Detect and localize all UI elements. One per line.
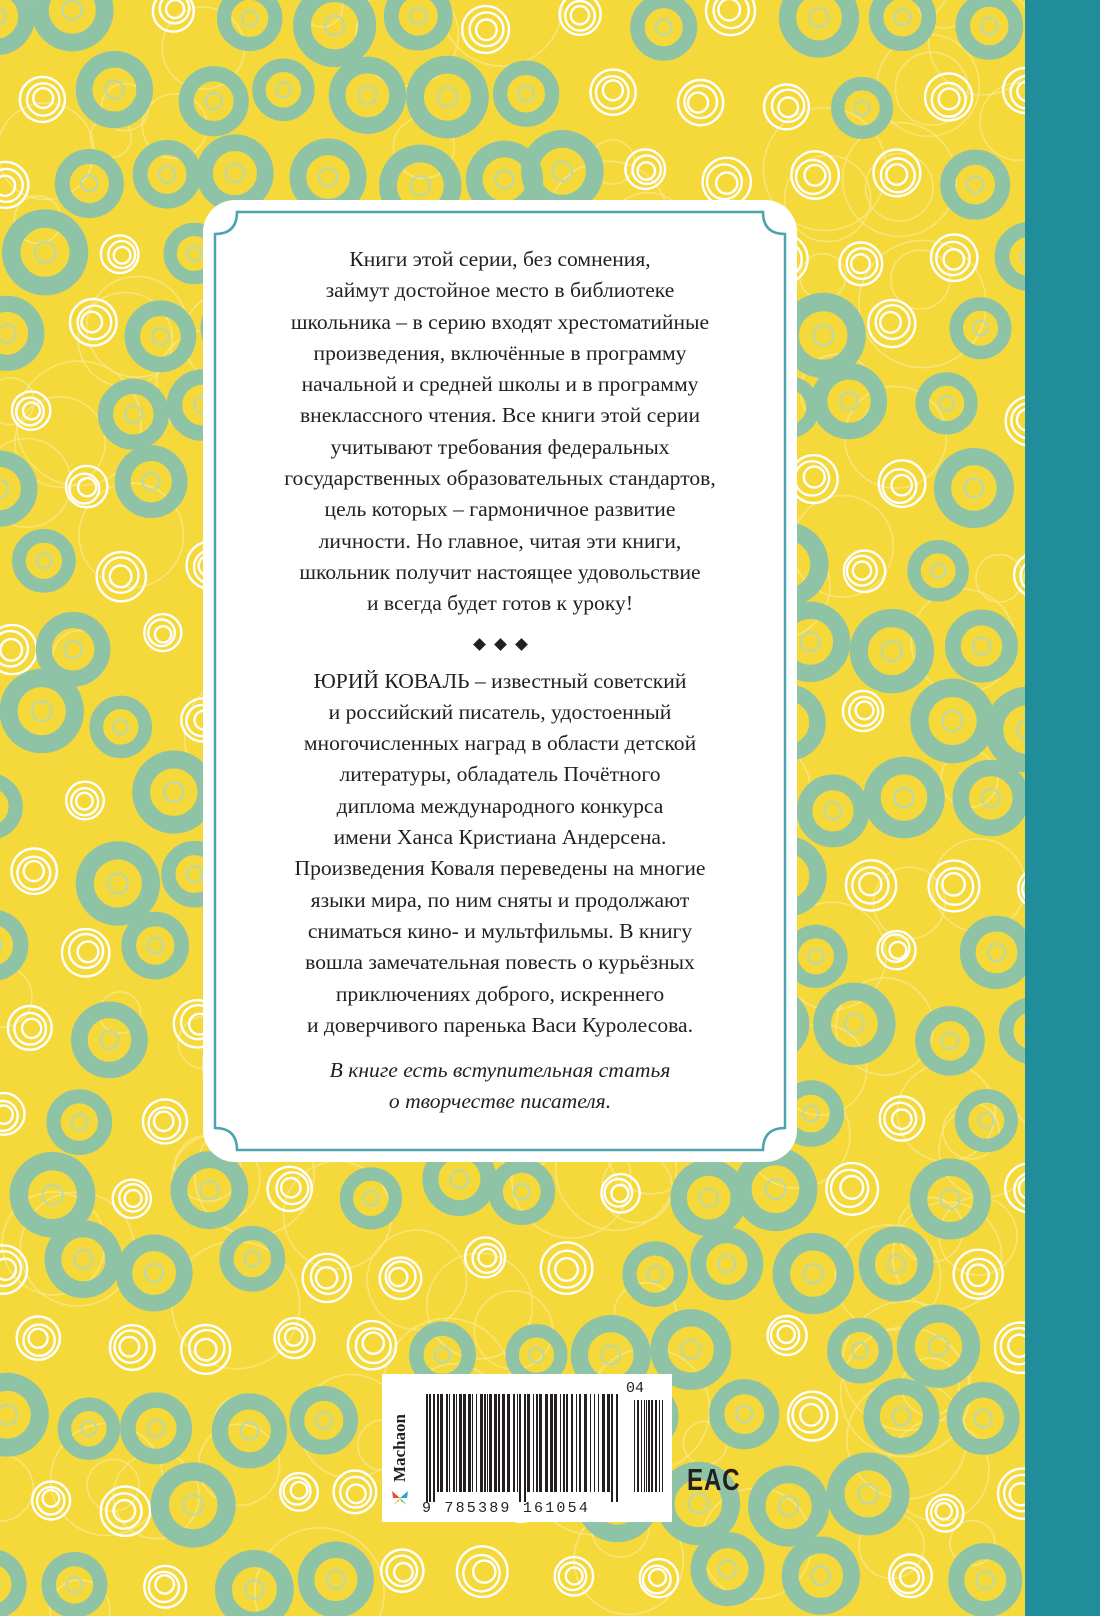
swirl-dot [205,143,266,204]
text-line: о творчестве писателя. [388,1089,612,1114]
swirl-dot [17,1317,60,1360]
text-line: Произведения Коваля переведены на многие [294,856,706,881]
swirl-dot [788,1392,837,1441]
swirl-dot [706,0,755,35]
swirl-dot [49,1559,101,1611]
swirl-dot [968,924,1026,982]
swirl-dot [8,1006,52,1050]
barcode-bar [494,1394,497,1492]
barcode-bar [433,1394,435,1502]
barcode-bar [484,1394,486,1492]
swirl-dot [224,0,275,44]
swirl-dot [141,760,206,825]
swirl-dot [430,1150,488,1208]
barcode-bar [576,1394,577,1492]
swirl-dot [943,457,1006,520]
text-line: диплома международного конкурса [336,793,664,818]
swirl-dot [44,620,103,679]
barcode-bar [545,1394,548,1492]
swirl-dot [129,919,182,972]
text-line: личности. Но главное, читая эти книги, [318,528,682,553]
barcode-bar [456,1394,457,1492]
swirl-dot [62,156,116,210]
swirl-dot [819,371,879,431]
swirl-dot [0,1245,27,1293]
publisher-mark [382,1374,418,1522]
barcode-bar [476,1394,477,1492]
barcode-bar [655,1400,657,1492]
barcode-bar [637,1400,639,1492]
text-line: произведения, включённые в программу [313,340,687,365]
barcode-bar [487,1394,488,1492]
barcode-bar [440,1394,443,1492]
swirl-dot [0,1093,25,1135]
swirl-dot [963,0,1016,53]
swirl-dot [19,536,69,586]
swirl-dot [66,782,104,820]
barcode-bar [463,1394,466,1492]
text-line: языки мира, по ним сняты и продолжают [310,887,690,912]
swirl-dot [220,1401,279,1460]
swirl-dot [0,917,21,973]
barcode-bar [634,1400,635,1492]
swirl-dot [0,0,27,47]
swirl-dot [66,466,107,507]
swirl-dot [302,0,367,58]
swirl-dot [124,1243,184,1303]
swirl-dot [297,1394,351,1448]
barcode-bar [598,1394,599,1492]
swirl-dot [678,80,723,125]
text-line: начальной и средней школы и в программу [301,372,699,397]
swirl-dot [757,1474,821,1538]
swirl-dot [500,68,552,120]
swirl-dot [867,1235,926,1294]
swirl-dot [929,861,980,912]
barcode-bar [536,1394,538,1492]
swirl-dot [836,1461,901,1526]
text-line: займут достойное место в библиотеке [325,278,675,303]
swirl-dot [956,1551,1014,1609]
swirl-dot [591,70,636,115]
swirl-dot [846,860,896,910]
swirl-dot [788,0,851,49]
swirl-dot [101,235,139,273]
swirl-dot [380,1258,422,1300]
swirl-dot [415,65,480,130]
swirl-dot [227,1233,279,1285]
swirl-dot [0,625,37,674]
text-line: государственных образовательных стандартов, [284,466,716,491]
swirl-dot [64,1404,113,1453]
swirl-dot [768,1316,807,1355]
text-line: и всегда будет готов к уроку! [366,591,634,616]
text-line: литературы, обладатель Почётного [339,762,661,787]
description-panel [207,204,793,1158]
barcode-bar [594,1394,595,1492]
series-description [245,244,755,620]
swirl-dot [0,1382,40,1448]
barcode-bar [563,1394,565,1492]
swirl-dot [640,1559,678,1597]
swirl-dot [927,1495,964,1532]
swirl-dot [791,932,841,982]
swirl-dot [0,1557,19,1612]
swirl-dot [123,453,180,510]
diamond-icon [515,638,528,651]
swirl-dot [457,1546,508,1597]
swirl-dot [496,1166,548,1218]
swirl-dot [703,158,751,206]
text-line: и доверчивого паренька Васи Куролесова. [306,1012,694,1037]
swirl-dot [0,781,16,833]
barcode-bar [449,1394,450,1492]
swirl-dot [868,300,915,347]
swirl-dot [381,1550,423,1592]
swirl-dot [790,302,857,369]
swirl-dot [541,1242,592,1293]
swirl-dot [512,1331,561,1380]
barcode-bar [611,1394,613,1502]
barcode-block [382,1374,672,1522]
text-line: В книге есть вступительная статья [329,1058,671,1083]
barcode-bar [579,1394,581,1492]
diamond-icon [473,638,486,651]
swirl-dot [659,1318,722,1381]
swirl-dot [956,304,1005,353]
barcode-bar [648,1400,650,1492]
swirl-dot [40,0,105,43]
barcode-bar [453,1394,455,1492]
swirl-dot [637,1,690,54]
swirl-dot [840,242,883,285]
swirl-dot [630,1248,681,1299]
eac-certification-mark: EAC [687,1462,741,1497]
barcode-bar [571,1394,573,1492]
text-line: приключениях доброго, искреннего [335,981,665,1006]
swirl-dot [79,1010,139,1070]
barcode-bar [426,1394,428,1502]
swirl-dot [790,1545,851,1606]
barcode-bar [651,1400,653,1492]
swirl-dot [62,929,109,976]
swirl-dot [859,618,925,684]
barcode-bar [459,1394,462,1492]
barcode-bar [584,1394,587,1492]
text-line: сниматься кино- и мультфильмы. В книгу [307,918,693,943]
barcode-bar [550,1394,553,1492]
barcode-bar [646,1400,647,1492]
swirl-dot [931,235,977,281]
barcode-bar [539,1394,542,1492]
swirl-dot [0,459,29,519]
swirl-dot [822,992,887,1057]
barcode-bar [662,1400,663,1492]
swirl-dot [805,782,862,839]
barcode-bar [616,1394,618,1502]
swirl-dot [348,1321,396,1369]
swirl-dot [96,702,145,751]
swirl-dot [9,678,75,744]
barcode-bar [524,1394,526,1502]
barcode-bar [472,1394,473,1492]
swirl-dot [153,0,194,32]
text-line: внеклассного чтения. Все книги этой серии [299,403,701,428]
swirl-dot [85,850,151,916]
swirl-dot [11,219,79,287]
barcode-bar [517,1394,518,1492]
barcode-bar [641,1400,642,1492]
barcode-bar [602,1394,605,1492]
author-description [245,666,755,1042]
swirl-dot [298,147,358,207]
swirl-dot [743,1156,809,1222]
barcode-bar [446,1394,448,1492]
swirl-dot [764,85,809,130]
barcode-bar [659,1400,660,1492]
description-text [245,244,755,1118]
swirl-dot [97,552,146,601]
swirl-dot [876,0,929,44]
text-line: учитывают требования федеральных [330,434,670,459]
swirl-dot [259,65,308,114]
swirl-dot [84,59,145,120]
swirl-dot [462,6,509,53]
swirl-dot [32,1482,70,1520]
text-line: Книги этой серии, без сомнения, [349,247,651,271]
swirl-dot [791,151,838,198]
swirl-dot [181,1325,230,1374]
swirl-dot [555,1557,593,1595]
swirl-dot [914,547,962,595]
barcode-bar [607,1394,610,1492]
barcode-bar [502,1394,505,1492]
swirl-dot [20,77,65,122]
swirl-dot [143,1099,187,1143]
swirl-dot [12,849,57,894]
swirl-dot [144,614,181,651]
swirl-dot [790,455,838,503]
swirl-dot [144,1566,186,1608]
swirl-dot [560,0,601,35]
barcode-bar [437,1394,439,1492]
barcode-bar [480,1394,483,1492]
text-line: школьника – в серию входят хрестоматийные [290,309,710,334]
swirl-dot [625,149,665,189]
book-spine [1025,0,1100,1616]
swirl-dot [919,688,985,754]
swirl-dot [306,1550,366,1610]
swirl-dot [132,308,188,364]
barcode-bar [566,1394,568,1492]
barcode-bar [554,1394,557,1492]
barcode-bar [519,1394,521,1502]
isbn-number: 9 785389 161054 [422,1500,591,1517]
swirl-dot [128,1400,184,1456]
swirl-dot [906,1314,971,1379]
barcode-bar [560,1394,561,1492]
text-line: цель которых – гармоничное развитие [324,497,676,522]
swirl-dot [872,1387,932,1447]
swirl-dot [280,1473,318,1511]
swirl-dot [838,84,887,133]
publisher-name: Machaon [390,1414,409,1482]
swirl-dot [391,0,445,43]
introductory-article-note [245,1055,755,1118]
swirl-dot [834,1325,886,1377]
swirl-dot [925,74,972,121]
swirl-dot [698,1235,755,1292]
barcode-bar [429,1394,431,1502]
swirl-dot [275,1318,315,1358]
text-line: ЮРИЙ КОВАЛЬ – известный советский [313,668,687,693]
swirl-dot [53,1229,114,1290]
barcode-bar [507,1394,510,1492]
barcode-bar [533,1394,534,1492]
text-line: имени Ханса Кристиана Андерсена. [333,825,667,850]
machaon-butterfly-logo-icon [390,1488,410,1508]
swirl-dot [160,1472,227,1539]
swirl-dot [601,1174,639,1212]
swirl-dot [826,1163,878,1215]
swirl-dot [919,1167,983,1231]
swirl-dot [334,1471,377,1514]
swirl-dot [874,150,921,197]
swirl-dot [110,1325,155,1370]
swirl-dot [922,379,971,428]
swirl-dot [337,65,398,126]
swirl-dot [844,551,885,592]
diamond-icon [494,638,507,651]
barcode-bar [468,1394,471,1492]
swirl-dot [843,691,883,731]
barcode-bar [527,1394,530,1492]
barcode-bar [644,1400,645,1492]
swirl-dot [140,147,194,201]
text-line: и российский писатель, удостоенный [328,699,672,724]
price-code: 04 [626,1380,645,1397]
swirl-dot [953,618,1010,675]
swirl-dot [113,1180,151,1218]
swirl-dot [70,299,117,346]
barcode-bar [590,1394,591,1492]
barcode-bar [513,1394,515,1492]
barcode-bar [489,1394,492,1492]
text-line: вошла замечательная повесть о курьёзных [305,950,695,975]
text-line: многочисленных наград в области детской [303,731,697,756]
swirl-dot [19,1161,86,1228]
swirl-dot [889,1555,932,1598]
barcode-bar [498,1394,500,1492]
text-line: школьник получит настоящее удовольствие [299,559,701,584]
ornament-divider [245,636,755,654]
swirl-dot [179,1160,240,1221]
swirl-dot [303,1254,351,1302]
swirl-dot [54,1096,106,1148]
swirl-dot [717,1387,772,1442]
swirl-dot [872,766,936,830]
swirl-dot [679,1168,739,1228]
swirl-dot [0,304,36,363]
swirl-dot [880,1096,924,1140]
